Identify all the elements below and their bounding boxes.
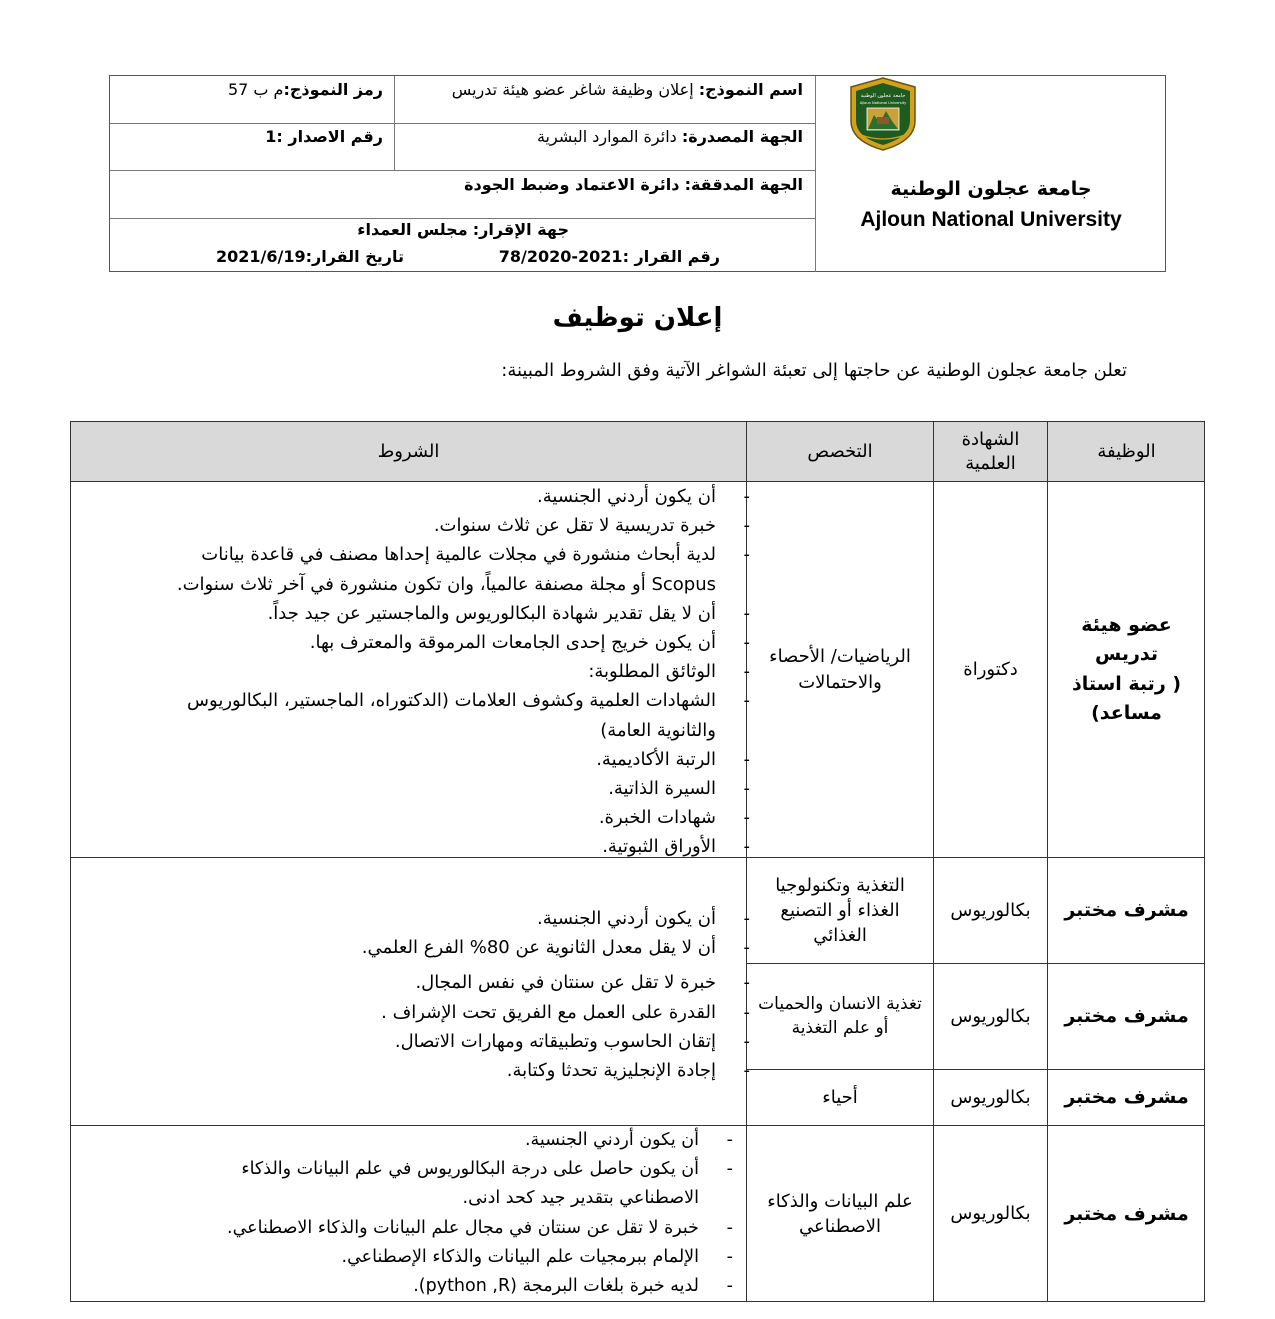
condition-item: - خبرة لا تقل عن سنتان في مجال علم البيانات والذكاء الاصطناعي. <box>79 1214 699 1243</box>
job-title-lab-supervisor: مشرف مختبر <box>1064 1005 1189 1028</box>
condition-item: - لدية أبحاث منشورة في مجلات عالمية إحداها مصنف في قاعدة بيانات <box>76 540 716 569</box>
major-line: الرياضيات/ الأحصاء <box>769 646 911 668</box>
form-name <box>452 80 803 99</box>
major-cell <box>747 482 933 857</box>
decision-date-label: تاريخ القرار: <box>305 247 404 266</box>
conditions-lab-shared <box>76 904 716 1085</box>
degree-cell: بكالوريوس <box>950 899 1031 921</box>
major-line: أو علم التغذية <box>791 1017 889 1038</box>
major-cell <box>747 1126 933 1302</box>
condition-item: - لديه خبرة بلغات البرمجة (python ,R). <box>79 1272 699 1301</box>
form-code-label: رمز النموذج: <box>283 80 383 99</box>
condition-item: - إجادة الإنجليزية تحدثا وكتابة. <box>76 1056 716 1085</box>
header-divider <box>815 76 816 272</box>
intro-text: تعلن جامعة عجلون الوطنية عن حاجتها إلى تعبئة الشواغر الآتية وفق الشروط المبينة: <box>501 360 1127 381</box>
major-line: الغذائي <box>813 925 867 947</box>
university-seal-icon <box>847 77 919 151</box>
condition-item: - شهادات الخبرة. <box>76 803 716 832</box>
decision-number-value: 78/2020-2021 <box>498 247 623 266</box>
job-title-lab-supervisor: مشرف مختبر <box>1064 1086 1189 1109</box>
condition-item-continued: Scopus أو مجلة مصنفة عالمياً، وان تكون منشورة في آخر ثلاث سنوات. <box>176 573 716 595</box>
condition-item: - الوثائق المطلوبة: <box>76 657 716 686</box>
condition-item: - أن لا يقل تقدير شهادة البكالوريوس والماجستير عن جيد جداً. <box>76 599 716 628</box>
condition-item: - الإلمام ببرمجيات علم البيانات والذكاء الإصطناعي. <box>79 1243 699 1272</box>
degree-cell: بكالوريوس <box>950 1203 1031 1225</box>
condition-item: - خبرة لا تقل عن سنتان في نفس المجال. <box>76 968 716 997</box>
conditions-faculty <box>76 482 716 862</box>
conditions-list <box>76 904 716 1085</box>
form-name-value: إعلان وظيفة شاغر عضو هيئة تدريس <box>451 80 694 99</box>
header-divider <box>110 218 815 219</box>
degree-cell: دكتوراة <box>963 658 1018 680</box>
header-degree <box>934 422 1047 481</box>
job-line: عضو هيئة <box>1081 613 1172 636</box>
decision-date <box>216 247 404 266</box>
issuer <box>537 127 803 146</box>
issuer-value: دائرة الموارد البشرية <box>536 127 677 146</box>
form-code <box>228 80 383 99</box>
seal-text-en: Ajloun National University <box>859 101 907 105</box>
job-line: ( رتبة استاذ <box>1071 672 1182 695</box>
decision-number <box>499 247 720 266</box>
major-line: الاصطناعي <box>799 1216 881 1237</box>
header-degree-line1: الشهادة <box>961 429 1020 451</box>
auditor-label: الجهة المدققة: <box>684 175 803 194</box>
condition-item: - أن يكون أردني الجنسية. <box>79 1126 699 1155</box>
header-degree-line2: العلمية <box>965 452 1016 474</box>
page-title: إعلان توظيف <box>552 303 723 333</box>
conditions-list <box>76 482 716 862</box>
condition-item: - الشهادات العلمية وكشوف العلامات (الدكتوراه، الماجستير، البكالوريوس <box>76 686 716 715</box>
condition-item: - أن يكون أردني الجنسية. <box>76 482 716 511</box>
jobs-table <box>70 421 1205 1302</box>
job-title-lab-supervisor: مشرف مختبر <box>1064 899 1189 922</box>
version-label: رقم الاصدار : <box>276 127 383 146</box>
major-line: علم البيانات والذكاء <box>767 1190 913 1212</box>
major-line: التغذية وتكنولوجيا <box>775 874 905 896</box>
major-cell: أحياء <box>822 1086 858 1108</box>
approval-value: مجلس العمداء <box>357 220 468 239</box>
issuer-label: الجهة المصدرة: <box>681 127 803 146</box>
seal-text-ar: جامعة عجلون الوطنية <box>860 93 906 99</box>
condition-item-continued: الاصطناعي بتقدير جيد كحد ادنى. <box>462 1188 699 1209</box>
approval-body <box>357 220 569 239</box>
job-title-lab-supervisor: مشرف مختبر <box>1064 1202 1189 1225</box>
degree-cell: بكالوريوس <box>950 1005 1031 1027</box>
header-job: الوظيفة <box>1097 440 1156 462</box>
job-line: مساعد) <box>1091 701 1162 724</box>
auditor <box>464 175 803 194</box>
version <box>265 127 383 146</box>
major-line: الغذاء أو التصنيع <box>780 899 900 921</box>
header-conditions: الشروط <box>377 440 440 462</box>
condition-item: - أن يكون خريج إحدى الجامعات المرموقة والمعترف بها. <box>76 628 716 657</box>
header-divider <box>110 170 815 171</box>
condition-item: - السيرة الذاتية. <box>76 774 716 803</box>
conditions-data-science <box>79 1126 699 1301</box>
university-name-arabic: جامعة عجلون الوطنية <box>890 178 1092 200</box>
decision-date-value: 2021/6/19 <box>215 247 306 266</box>
major-line: والاحتمالات <box>798 671 882 693</box>
approval-label: جهة الإقرار: <box>472 220 569 239</box>
condition-item: - القدرة على العمل مع الفريق تحت الإشراف . <box>76 998 716 1027</box>
condition-item: - إتقان الحاسوب وتطبيقاته ومهارات الاتصال. <box>76 1027 716 1056</box>
university-name-english: Ajloun National University <box>860 208 1122 231</box>
conditions-list <box>79 1126 699 1301</box>
header-divider <box>110 123 815 124</box>
form-header <box>109 75 1166 272</box>
condition-item: - أن لا يقل معدل الثانوية عن 80% الفرع العلمي. <box>76 933 716 962</box>
major-cell <box>747 858 933 963</box>
version-value: 1 <box>265 127 277 146</box>
condition-item: - الأوراق الثبوتية. <box>76 832 716 861</box>
degree-cell: بكالوريوس <box>950 1086 1031 1108</box>
auditor-value: دائرة الاعتماد وضبط الجودة <box>464 175 680 194</box>
major-cell <box>747 964 933 1069</box>
header-major: التخصص <box>807 440 873 462</box>
condition-item: - الرتبة الأكاديمية. <box>76 745 716 774</box>
condition-item: - خبرة تدريسية لا تقل عن ثلاث سنوات. <box>76 511 716 540</box>
job-title-faculty <box>1048 482 1205 857</box>
form-code-value: م ب 57 <box>227 80 284 99</box>
major-line: تغذية الانسان والحميات <box>758 993 922 1014</box>
job-line: تدريس <box>1094 643 1159 666</box>
condition-item-continued: والثانوية العامة) <box>600 719 716 741</box>
condition-item: - أن يكون حاصل على درجة البكالوريوس في علم البيانات والذكاء <box>79 1155 699 1184</box>
form-name-label: اسم النموذج: <box>698 80 803 99</box>
decision-number-label: رقم القرار : <box>622 247 720 266</box>
condition-item: - أن يكون أردني الجنسية. <box>76 904 716 933</box>
